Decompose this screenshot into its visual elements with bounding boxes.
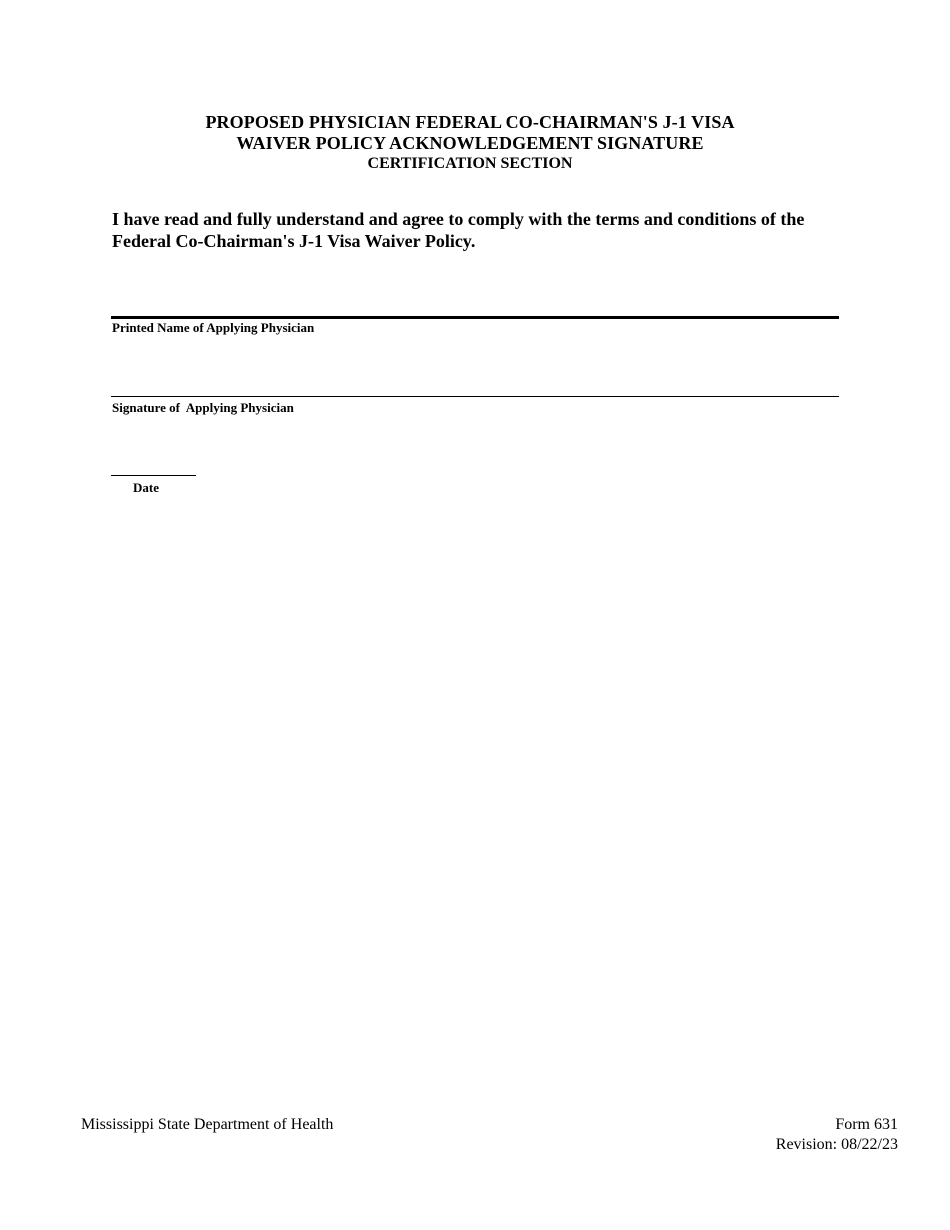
- title-line-1: PROPOSED PHYSICIAN FEDERAL CO-CHAIRMAN'S J-1 VISA: [205, 112, 735, 132]
- footer-organization: Mississippi State Department of Health: [81, 1116, 334, 1133]
- statement-line-1: I have read and fully understand and agree to comply with the terms and conditions of the: [112, 209, 805, 229]
- signature-label: Signature of Applying Physician: [112, 400, 294, 415]
- signature-field-line[interactable]: [111, 396, 839, 397]
- title-line-2: WAIVER POLICY ACKNOWLEDGEMENT SIGNATURE: [236, 133, 704, 153]
- date-label: Date: [133, 480, 159, 495]
- document-title: [0, 112, 940, 174]
- form-number: Form 631: [835, 1116, 898, 1133]
- section-subtitle: CERTIFICATION SECTION: [367, 155, 573, 172]
- footer-form-info: [776, 1115, 898, 1155]
- certification-statement: [112, 208, 852, 252]
- statement-line-2: Federal Co-Chairman's J-1 Visa Waiver Policy.: [112, 231, 476, 251]
- printed-name-label: Printed Name of Applying Physician: [112, 320, 315, 335]
- date-field-line[interactable]: [111, 475, 196, 476]
- revision-date: Revision: 08/22/23: [775, 1136, 898, 1153]
- printed-name-field-line[interactable]: [111, 316, 839, 319]
